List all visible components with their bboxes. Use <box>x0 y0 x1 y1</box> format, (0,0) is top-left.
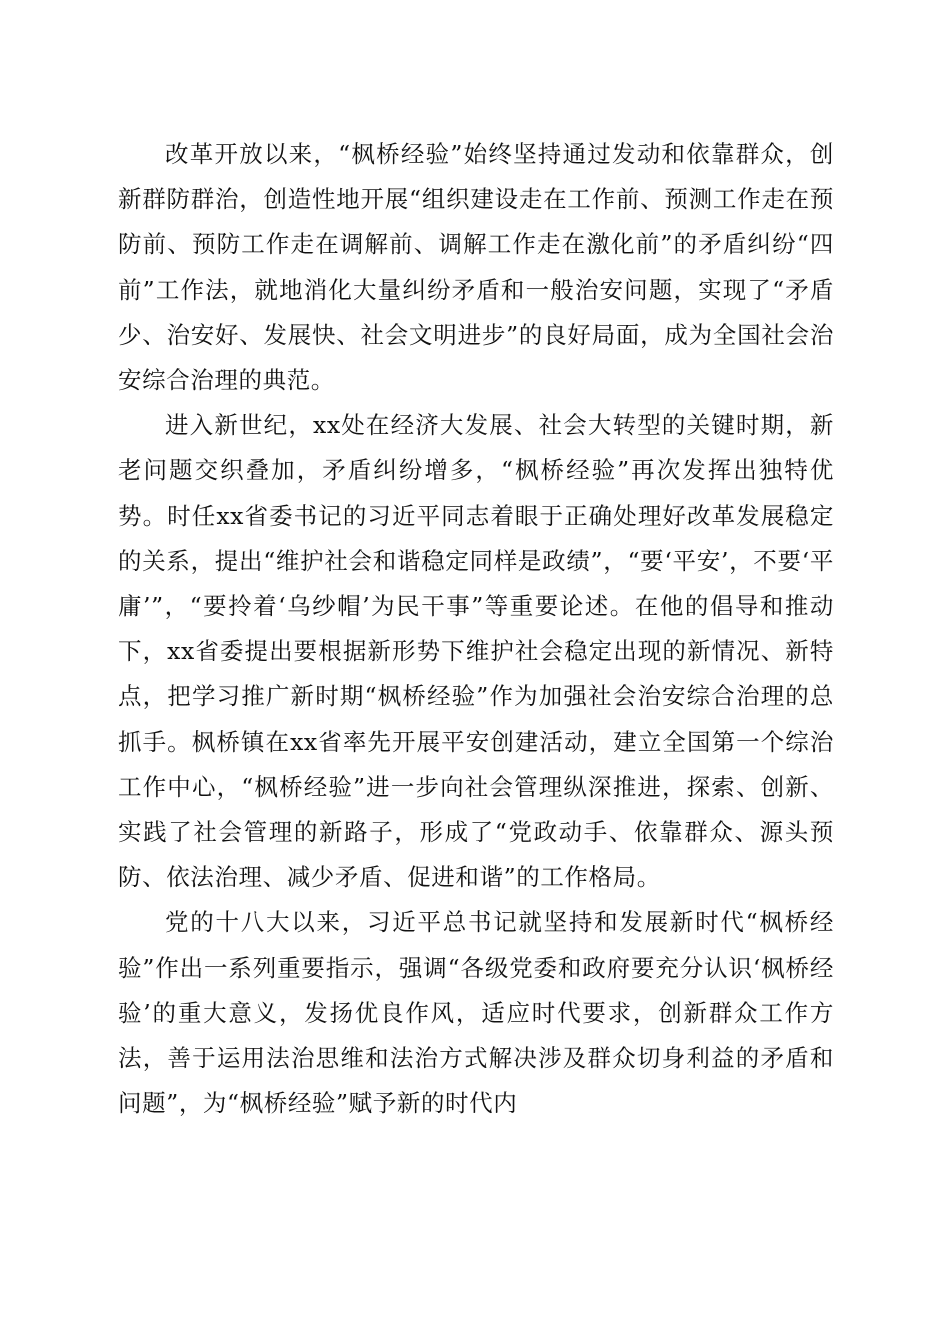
paragraph-new-century: 进入新世纪，xx处在经济大发展、社会大转型的关键时期，新老问题交织叠加，矛盾纠纷增多，“枫桥经验”再次发挥出独特优势。时任xx省委书记的习近平同志着眼于正确处理好改革发展稳定的关系，提出“维护社会和谐稳定同样是政绩”，“要‘平安’，不要‘平庸’”，“要拎着‘乌纱帽’为民干事”等重要论述。在他的倡导和推动下，xx省委提出要根据新形势下维护社会稳定出现的新情况、新特点，把学习推广新时期“枫桥经验”作为加强社会治安综合治理的总抓手。枫桥镇在xx省率先开展平安创建活动，建立全国第一个综治工作中心，“枫桥经验”进一步向社会管理纵深推进，探索、创新、实践了社会管理的新路子，形成了“党政动手、依靠群众、源头预防、依法治理、减少矛盾、促进和谐”的工作格局。 <box>118 411 834 892</box>
paragraph-eighteenth-congress: 党的十八大以来，习近平总书记就坚持和发展新时代“枫桥经验”作出一系列重要指示，强调“各级党委和政府要充分认识‘枫桥经验’的重大意义，发扬优良作风，适应时代要求，创新群众工作方法，善于运用法治思维和法治方式解决涉及群众切身利益的矛盾和问题”，为“枫桥经验”赋予新的时代内 <box>118 908 834 1118</box>
document-body <box>118 132 834 1126</box>
paragraph-reform-opening: 改革开放以来，“枫桥经验”始终坚持通过发动和依靠群众，创新群防群治，创造性地开展“组织建设走在工作前、预测工作走在预防前、预防工作走在调解前、调解工作走在激化前”的矛盾纠纷“四前”工作法，就地消化大量纠纷矛盾和一般治安问题，实现了“矛盾少、治安好、发展快、社会文明进步”的良好局面，成为全国社会治安综合治理的典范。 <box>118 140 834 395</box>
